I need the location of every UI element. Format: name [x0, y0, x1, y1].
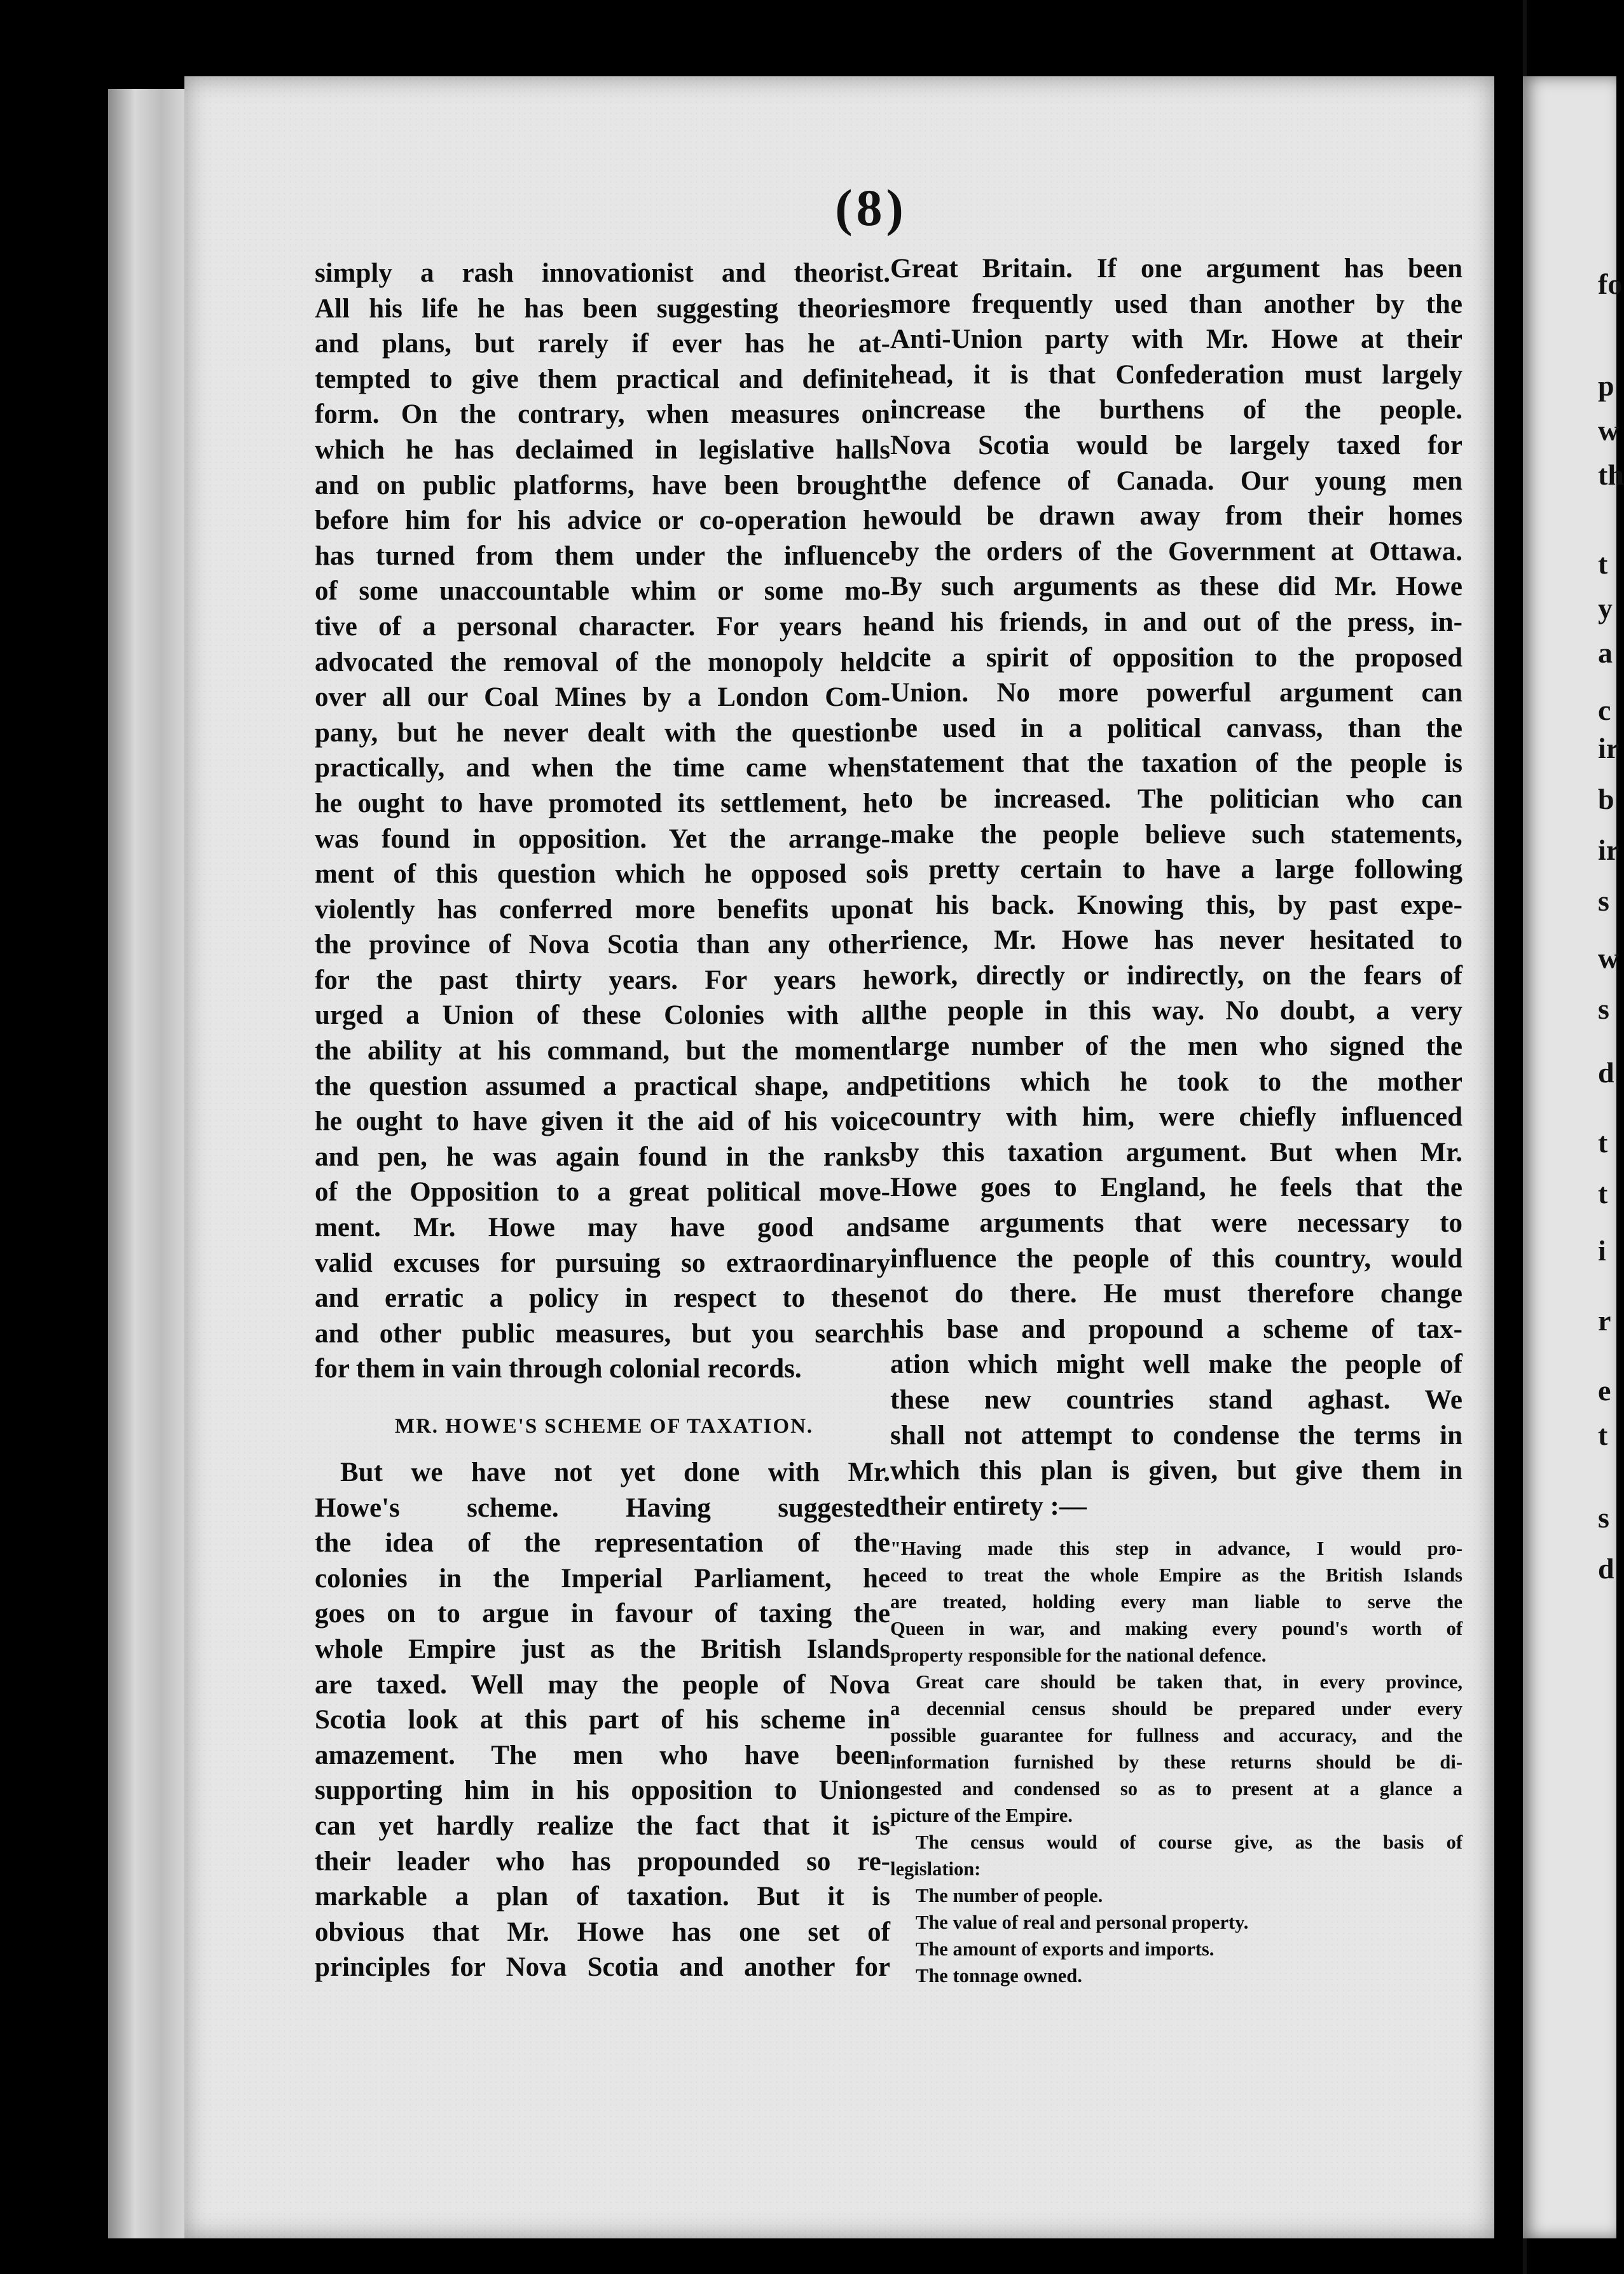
adjacent-page-fragment: ir — [1598, 834, 1620, 866]
text-line: influence the people of this country, would — [890, 1243, 1462, 1274]
text-line: their entirety :— — [890, 1491, 1087, 1521]
text-line: which this plan is given, but give them in — [890, 1456, 1462, 1486]
quote-list-item: The value of real and personal property. — [916, 1912, 1249, 1934]
adjacent-page-fragment: w — [1598, 414, 1620, 446]
text-line: violently has conferred more benefits upon — [315, 894, 890, 925]
adjacent-page-fragment: e — [1598, 1374, 1611, 1407]
text-line: ment. Mr. Howe may have good and — [315, 1213, 890, 1243]
text-line: make the people believe such statements, — [890, 819, 1462, 850]
text-line: are taxed. Well may the people of Nova — [315, 1669, 890, 1700]
block-quote — [890, 1535, 1462, 1989]
text-line: Great Britain. If one argument has been — [890, 254, 1462, 284]
text-line: whole Empire just as the British Islands — [315, 1634, 890, 1664]
text-line: are treated, holding every man liable to serve the — [890, 1591, 1462, 1613]
text-line: Scotia look at this part of his scheme in — [315, 1705, 890, 1735]
text-line: cite a spirit of opposition to the proposed — [890, 642, 1462, 673]
left-column — [315, 256, 890, 1985]
text-line: gested and condensed so as to present at a glance a — [890, 1778, 1462, 1800]
quote-list — [890, 1882, 1462, 1989]
text-line: for them in vain through colonial records. — [315, 1354, 802, 1384]
adjacent-page — [1523, 76, 1624, 2238]
adjacent-page-fragment: s — [1598, 1501, 1609, 1534]
text-line: and other public measures, but you search — [315, 1318, 890, 1349]
text-line: and on public platforms, have been brought — [315, 470, 890, 500]
text-line: picture of the Empire. — [890, 1805, 1073, 1827]
adjacent-page-fragment: fo — [1598, 268, 1623, 300]
text-line: Howe goes to England, he feels that the — [890, 1173, 1462, 1203]
text-line: obvious that Mr. Howe has one set of — [315, 1917, 890, 1947]
text-line: statement that the taxation of the people is — [890, 748, 1462, 779]
adjacent-page-fragment: w — [1598, 942, 1620, 974]
text-line: amazement. The men who have been — [315, 1740, 890, 1770]
text-line: valid excuses for pursuing so extraordinary — [315, 1248, 890, 1278]
text-line: was found in opposition. Yet the arrange- — [315, 823, 890, 854]
text-line: of some unaccountable whim or some mo- — [315, 576, 890, 607]
text-line: But we have not yet done with Mr. — [340, 1457, 890, 1487]
text-line: the defence of Canada. Our young men — [890, 465, 1462, 496]
text-line: "Having made this step in advance, I would pro- — [890, 1538, 1462, 1560]
text-line: head, it is that Confederation must largely — [890, 359, 1462, 390]
quote-paragraph-1 — [890, 1535, 1462, 1669]
text-line: he ought to have given it the aid of his voice — [315, 1106, 890, 1137]
adjacent-page-fragment: c — [1598, 694, 1611, 726]
text-line: The census would of course give, as the basis of — [916, 1831, 1462, 1854]
text-line: and plans, but rarely if ever has he at- — [315, 329, 890, 359]
text-line: All his life he has been suggesting theories — [315, 293, 890, 324]
adjacent-page-fragment: b — [1598, 783, 1614, 815]
text-line: pany, but he never dealt with the question — [315, 717, 890, 748]
text-line: he ought to have promoted its settlement, he — [315, 788, 890, 818]
text-line: information furnished by these returns should be di- — [890, 1751, 1462, 1774]
text-line: form. On the contrary, when measures on — [315, 399, 890, 430]
adjacent-page-fragment: d — [1598, 1552, 1614, 1585]
adjacent-page-fragment: ir — [1598, 732, 1620, 764]
adjacent-page-fragment: t — [1598, 1419, 1608, 1451]
text-line: same arguments that were necessary to — [890, 1208, 1462, 1239]
text-line: work, directly or indirectly, on the fears of — [890, 960, 1462, 991]
book-left-edge — [108, 89, 197, 2238]
paragraph-scheme — [315, 1455, 890, 1985]
text-line: for the past thirty years. For years he — [315, 965, 890, 995]
text-line: the ability at his command, but the moment — [315, 1036, 890, 1066]
quote-list-item: The amount of exports and imports. — [916, 1938, 1215, 1960]
text-line: possible guarantee for fullness and accuracy, and the — [890, 1725, 1462, 1747]
section-heading: MR. HOWE'S SCHEME OF TAXATION. — [394, 1415, 814, 1438]
text-line: increase the burthens of the people. — [890, 395, 1462, 425]
text-line: ment of this question which he opposed so — [315, 859, 890, 890]
adjacent-page-fragment: t — [1598, 1177, 1608, 1209]
text-line: property responsible for the national defence. — [890, 1644, 1267, 1667]
text-line: supporting him in his opposition to Union — [315, 1775, 890, 1806]
text-line: their leader who has propounded so re- — [315, 1846, 890, 1877]
text-line: more frequently used than another by the — [890, 289, 1462, 319]
text-line: the idea of the representation of the — [315, 1528, 890, 1559]
quote-list-item: The tonnage owned. — [916, 1965, 1082, 1987]
text-line: Howe's scheme. Having suggested — [315, 1492, 890, 1523]
text-line: ceed to treat the whole Empire as the British Islands — [890, 1564, 1462, 1587]
quote-paragraph-3 — [890, 1829, 1462, 1882]
right-column — [890, 251, 1462, 1989]
text-line: these new countries stand aghast. We — [890, 1385, 1462, 1415]
text-line: shall not attempt to condense the terms in — [890, 1420, 1462, 1451]
text-line: which he has declaimed in legislative halls — [315, 434, 890, 465]
text-line: and his friends, in and out of the press, in- — [890, 607, 1462, 637]
text-line: By such arguments as these did Mr. Howe — [890, 572, 1462, 602]
adjacent-page-fragment: s — [1598, 885, 1609, 917]
text-line: not do there. He must therefore change — [890, 1279, 1462, 1309]
text-line: is pretty certain to have a large following — [890, 855, 1462, 885]
text-line: tive of a personal character. For years he — [315, 611, 890, 642]
text-line: Queen in war, and making every pound's worth of — [890, 1618, 1462, 1640]
text-line: can yet hardly realize the fact that it is — [315, 1810, 890, 1841]
text-line: practically, and when the time came when — [315, 753, 890, 783]
text-line: and pen, he was again found in the ranks — [315, 1141, 890, 1172]
text-line: Union. No more powerful argument can — [890, 678, 1462, 708]
adjacent-page-fragment: i — [1598, 1234, 1606, 1267]
text-line: the province of Nova Scotia than any other — [315, 930, 890, 960]
text-line: legislation: — [890, 1858, 981, 1880]
text-line: Great care should be taken that, in every province, — [916, 1671, 1462, 1693]
text-line: at his back. Knowing this, by past expe- — [890, 890, 1462, 920]
text-line: petitions which he took to the mother — [890, 1066, 1462, 1097]
page-number: (8) — [835, 179, 907, 237]
text-line: country with him, were chiefly influenced — [890, 1102, 1462, 1133]
text-line: a decennial census should be prepared under every — [890, 1698, 1462, 1720]
text-line: by this taxation argument. But when Mr. — [890, 1137, 1462, 1168]
text-line: urged a Union of these Colonies with all — [315, 1000, 890, 1031]
adjacent-page-fragment: p — [1598, 369, 1614, 402]
adjacent-page-fragment: t — [1598, 548, 1608, 580]
text-line: would be drawn away from their homes — [890, 501, 1462, 532]
text-line: the question assumed a practical shape, and — [315, 1071, 890, 1101]
text-line: over all our Coal Mines by a London Com- — [315, 682, 890, 713]
text-line: advocated the removal of the monopoly held — [315, 647, 890, 677]
adjacent-page-fragment: t — [1598, 1126, 1608, 1159]
adjacent-page-fragment: r — [1598, 1304, 1611, 1337]
text-line: the people in this way. No doubt, a very — [890, 996, 1462, 1026]
text-line: has turned from them under the influence — [315, 541, 890, 571]
text-line: his base and propound a scheme of tax- — [890, 1314, 1462, 1344]
text-line: and erratic a policy in respect to these — [315, 1283, 890, 1314]
adjacent-page-fragment: a — [1598, 637, 1613, 669]
text-line: by the orders of the Government at Ottawa. — [890, 536, 1462, 567]
adjacent-page-fragment: th — [1598, 458, 1624, 491]
adjacent-page-fragment: d — [1598, 1056, 1614, 1089]
quote-paragraph-2 — [890, 1669, 1462, 1829]
text-line: tempted to give them practical and definite — [315, 364, 890, 394]
text-line: goes on to argue in favour of taxing the — [315, 1599, 890, 1629]
text-line: colonies in the Imperial Parliament, he — [315, 1563, 890, 1594]
text-line: be used in a political canvass, than the — [890, 713, 1462, 743]
adjacent-page-fragment: y — [1598, 592, 1613, 624]
paragraph-intro — [315, 256, 890, 1387]
adjacent-page-fragment: s — [1598, 993, 1609, 1025]
text-line: to be increased. The politician who can — [890, 783, 1462, 814]
text-line: large number of the men who signed the — [890, 1031, 1462, 1062]
text-line: markable a plan of taxation. But it is — [315, 1882, 890, 1912]
text-line: Anti-Union party with Mr. Howe at their — [890, 324, 1462, 355]
text-line: rience, Mr. Howe has never hesitated to — [890, 925, 1462, 956]
text-line: Nova Scotia would be largely taxed for — [890, 430, 1462, 460]
quote-list-item: The number of people. — [916, 1885, 1103, 1907]
text-line: ation which might well make the people of — [890, 1349, 1462, 1380]
paragraph-taxation — [890, 251, 1462, 1524]
text-line: of the Opposition to a great political move- — [315, 1177, 890, 1208]
text-line: simply a rash innovationist and theorist. — [315, 258, 890, 288]
text-line: principles for Nova Scotia and another for — [315, 1952, 890, 1983]
text-line: before him for his advice or co-operation he — [315, 506, 890, 536]
